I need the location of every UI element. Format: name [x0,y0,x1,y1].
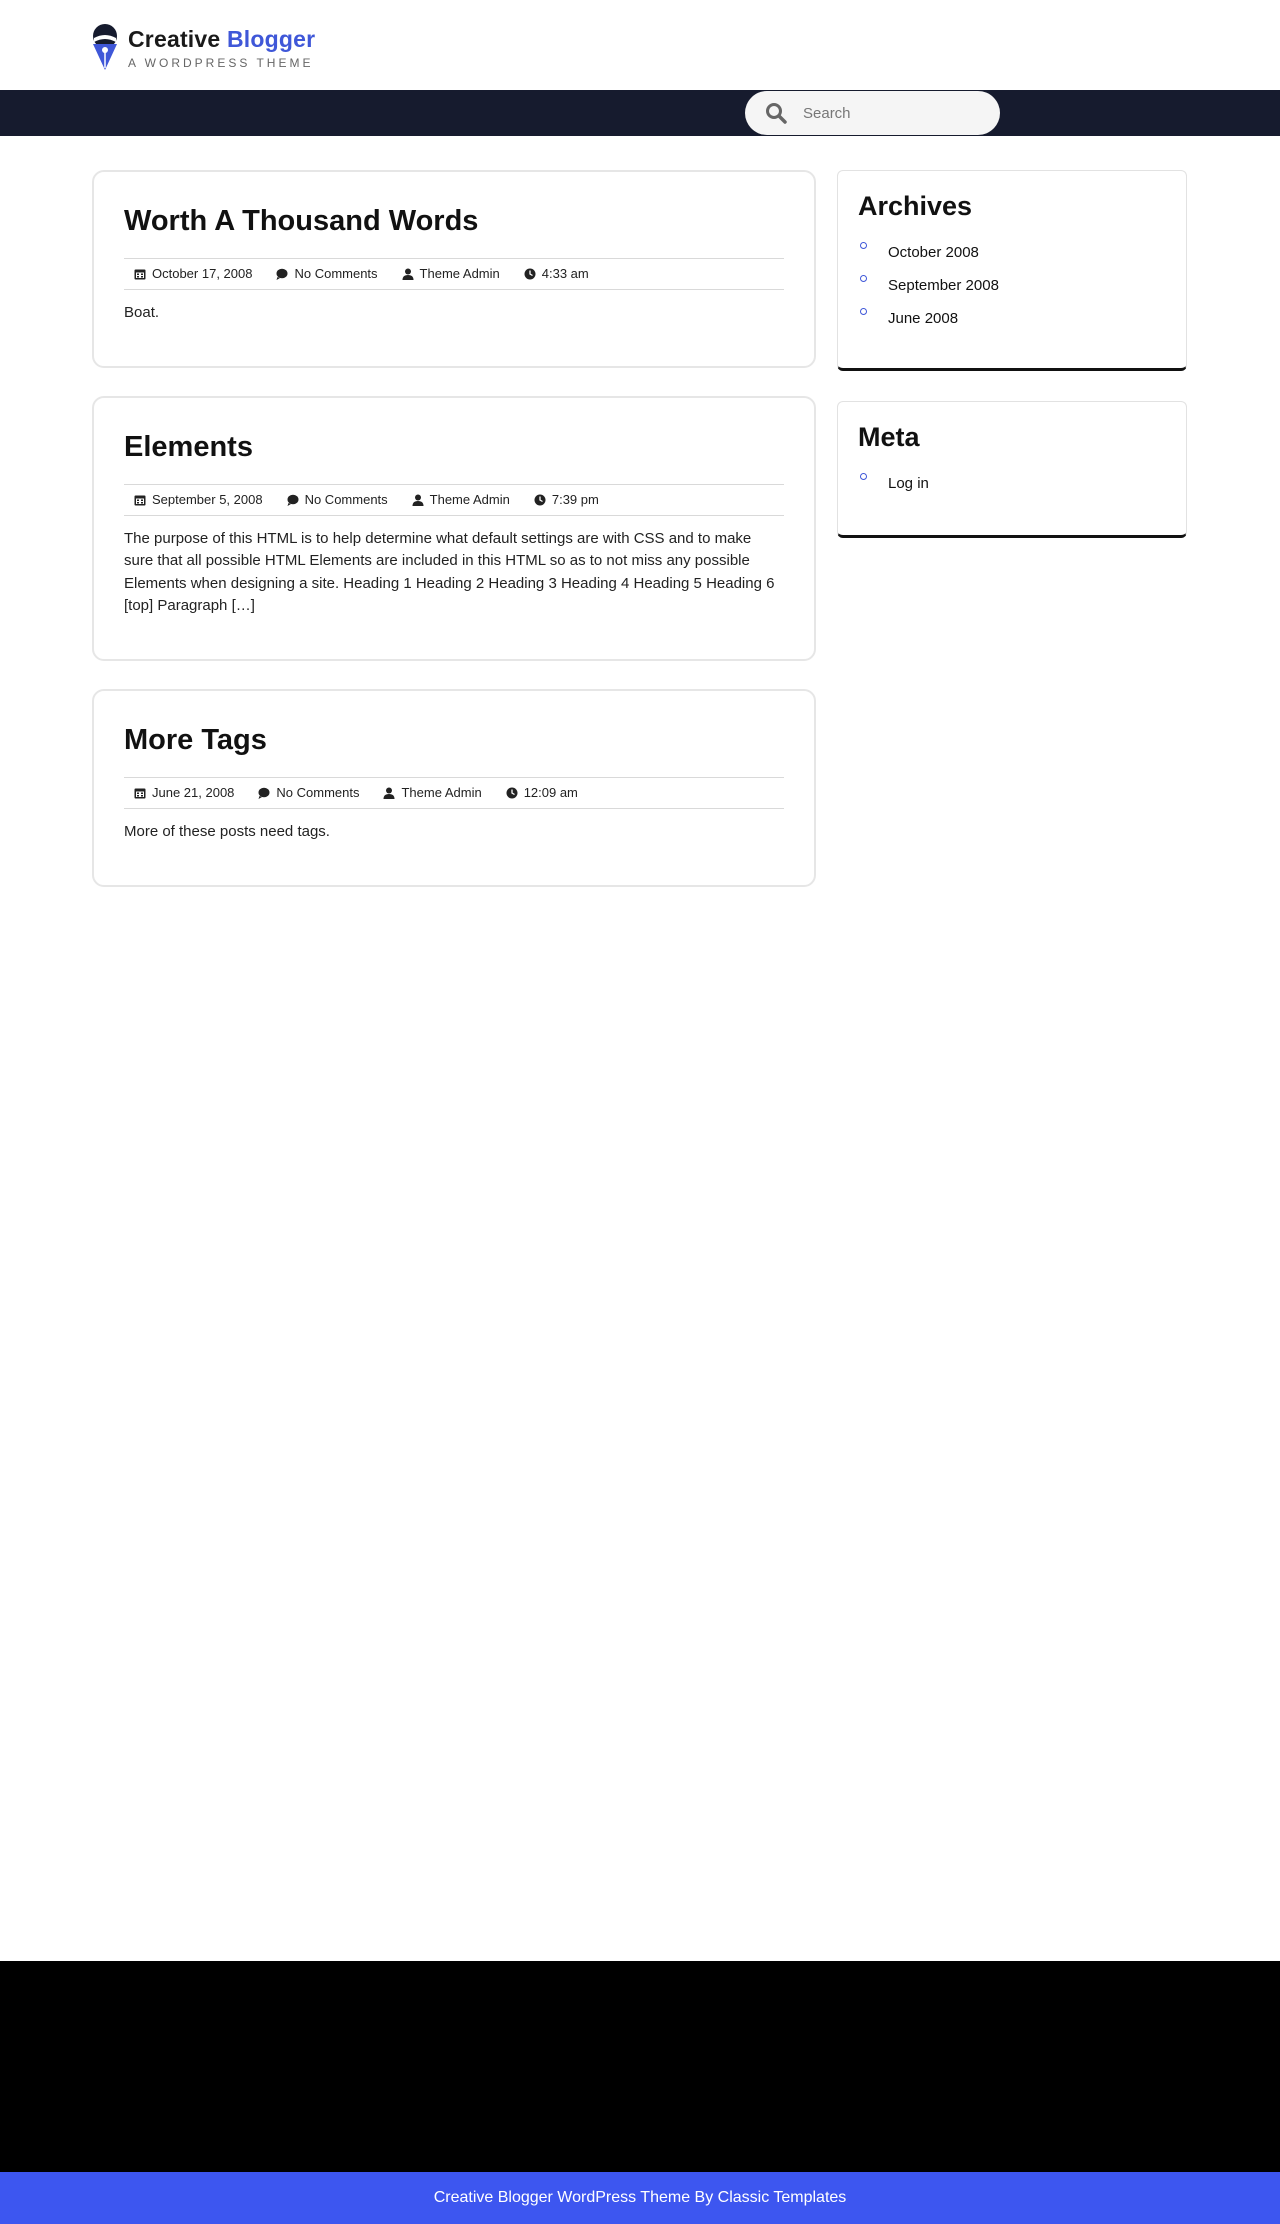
post-card [92,170,816,368]
post-title[interactable]: Elements [124,431,253,463]
clock-icon [534,494,546,506]
post-time: 12:09 am [506,785,578,800]
archive-link[interactable]: September 2008 [858,277,1166,310]
site-tagline: A WORDPRESS THEME [128,56,314,70]
post-meta [124,484,784,516]
pen-nib-logo-icon [88,24,122,72]
post-comments[interactable]: No Comments [276,266,377,281]
search-input[interactable] [803,105,983,122]
post-author[interactable]: Theme Admin [412,492,510,507]
post-excerpt: More of these posts need tags. [124,822,330,840]
calendar-icon [134,494,146,506]
archives-list [858,244,1166,343]
post-time: 4:33 am [524,266,589,281]
widget-title: Meta [858,422,920,452]
post-title[interactable]: Worth A Thousand Words [124,205,479,237]
post-date[interactable]: September 5, 2008 [134,492,263,507]
post-meta [124,258,784,290]
archive-link[interactable]: October 2008 [858,244,1166,277]
post-excerpt: Boat. [124,303,160,321]
site-logo[interactable] [88,24,315,72]
widget-title: Archives [858,191,973,221]
search-icon[interactable] [765,102,787,124]
post-meta [124,777,784,809]
post-card [92,396,816,661]
comment-icon [287,494,299,506]
post-time: 7:39 pm [534,492,599,507]
meta-list [858,475,1166,508]
post-title[interactable]: More Tags [124,724,267,756]
login-link[interactable]: Log in [858,475,1166,508]
user-icon [402,268,414,280]
footer-credit [0,2172,1280,2224]
user-icon [383,787,395,799]
user-icon [412,494,424,506]
post-comments[interactable]: No Comments [287,492,388,507]
archive-link[interactable]: June 2008 [858,310,1166,343]
calendar-icon [134,787,146,799]
meta-widget [837,401,1187,538]
site-title: Creative Blogger [128,26,316,52]
comment-icon [258,787,270,799]
search-box[interactable] [745,91,1000,135]
site-header [0,0,1280,90]
post-list [92,170,816,915]
archives-widget [837,170,1187,371]
footer-credit-link[interactable]: Creative Blogger WordPress Theme By Classic Templates [433,2189,847,2206]
comment-icon [276,268,288,280]
clock-icon [524,268,536,280]
post-comments[interactable]: No Comments [258,785,359,800]
sidebar [837,170,1187,568]
post-date[interactable]: October 17, 2008 [134,266,252,281]
post-excerpt: The purpose of this HTML is to help determine what default settings are with CSS and to make sure that all possible HTML Elements are included in this HTML so as to not miss any possible Elements when designing a site. Heading 1 Heading 2 Heading 3 Heading 4 Heading 5 Heading 6 [top] Paragraph […] [124,529,775,615]
navigation-bar [0,90,1280,136]
footer-widgets-area [0,1961,1280,2172]
post-date[interactable]: June 21, 2008 [134,785,234,800]
post-card [92,689,816,887]
post-author[interactable]: Theme Admin [383,785,481,800]
clock-icon [506,787,518,799]
post-author[interactable]: Theme Admin [402,266,500,281]
calendar-icon [134,268,146,280]
